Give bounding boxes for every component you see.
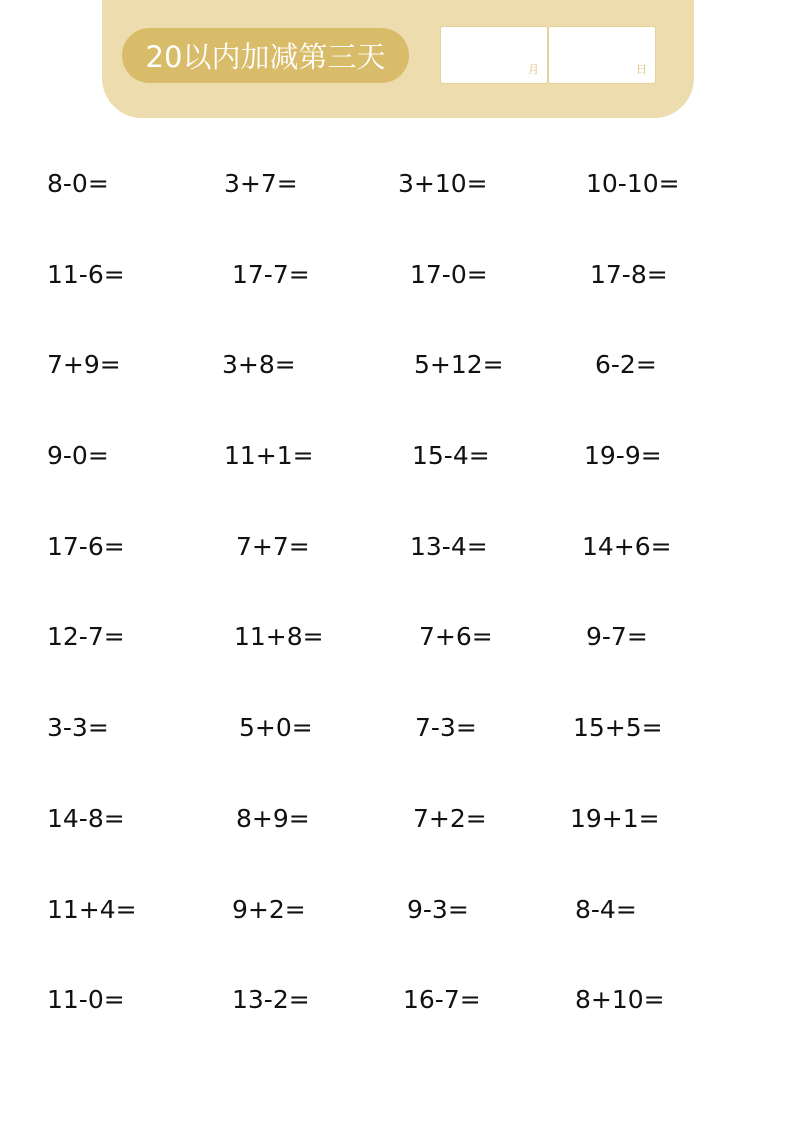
math-problem: 7+9= [47, 350, 121, 379]
day-field[interactable] [548, 26, 656, 84]
math-problem: 9-0= [47, 441, 109, 470]
math-problem: 11+4= [47, 895, 137, 924]
math-problem: 8-0= [47, 169, 109, 198]
math-problem: 14+6= [582, 532, 672, 561]
math-problem: 9+2= [232, 895, 306, 924]
math-problem: 15-4= [412, 441, 490, 470]
math-problem: 7+6= [419, 622, 493, 651]
math-problem: 3+8= [222, 350, 296, 379]
math-problem: 17-7= [232, 260, 310, 289]
math-problem: 3+10= [398, 169, 488, 198]
math-problem: 12-7= [47, 622, 125, 651]
math-problem: 9-7= [586, 622, 648, 651]
math-problem: 19-9= [584, 441, 662, 470]
math-problem: 7+7= [236, 532, 310, 561]
day-label: 日 [636, 63, 647, 76]
math-problem: 11+1= [224, 441, 314, 470]
math-problem: 10-10= [586, 169, 680, 198]
math-problem: 8+9= [236, 804, 310, 833]
math-problem: 11-6= [47, 260, 125, 289]
worksheet-header [102, 0, 694, 118]
math-problem: 8-4= [575, 895, 637, 924]
math-problem: 16-7= [403, 985, 481, 1014]
math-problem: 3+7= [224, 169, 298, 198]
math-problem: 17-0= [410, 260, 488, 289]
math-problem: 17-6= [47, 532, 125, 561]
math-problem: 11-0= [47, 985, 125, 1014]
math-problem: 7+2= [413, 804, 487, 833]
math-problem: 9-3= [407, 895, 469, 924]
math-problem: 7-3= [415, 713, 477, 742]
math-problem: 15+5= [573, 713, 663, 742]
worksheet-title: 20以内加减第三天 [122, 28, 409, 83]
math-problem: 19+1= [570, 804, 660, 833]
math-problem: 6-2= [595, 350, 657, 379]
math-problem: 11+8= [234, 622, 324, 651]
math-problem: 5+0= [239, 713, 313, 742]
math-problem: 17-8= [590, 260, 668, 289]
math-problem: 3-3= [47, 713, 109, 742]
math-problem: 8+10= [575, 985, 665, 1014]
math-problem: 13-2= [232, 985, 310, 1014]
month-field[interactable] [440, 26, 548, 84]
math-problem: 5+12= [414, 350, 504, 379]
month-label: 月 [528, 63, 539, 76]
math-problem: 13-4= [410, 532, 488, 561]
math-problem: 14-8= [47, 804, 125, 833]
